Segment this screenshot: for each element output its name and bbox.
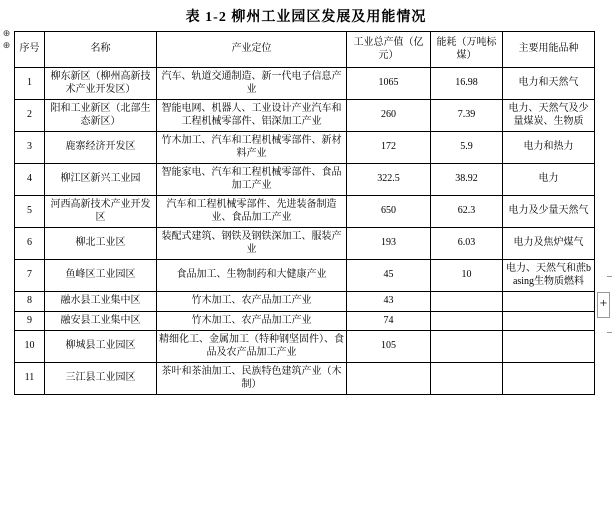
cell-energy-type: 电力和天然气 xyxy=(503,68,595,100)
header-cell-name: 名称 xyxy=(45,32,157,68)
cell-energy-type xyxy=(503,331,595,363)
table-row xyxy=(15,132,595,164)
cell-no: 9 xyxy=(15,311,45,331)
cell-energy-type: 电力、天然气及少量煤炭、生物质 xyxy=(503,100,595,132)
cell-energy: 7.39 xyxy=(431,100,503,132)
table-row xyxy=(15,292,595,312)
cell-output-value: 45 xyxy=(347,260,431,292)
cell-output-value: 1065 xyxy=(347,68,431,100)
cell-no: 3 xyxy=(15,132,45,164)
cell-position: 精细化工、金属加工（特种钢坚固件）、食品及农产品加工产业 xyxy=(157,331,347,363)
cell-name: 柳东新区（柳州高新技术产业开发区） xyxy=(45,68,157,100)
industrial-park-table xyxy=(14,31,595,395)
cell-energy-type: 电力及焦炉煤气 xyxy=(503,228,595,260)
cell-energy: 10 xyxy=(431,260,503,292)
cell-no: 11 xyxy=(15,363,45,395)
cell-output-value: 74 xyxy=(347,311,431,331)
cell-output-value: 260 xyxy=(347,100,431,132)
cell-name: 柳江区新兴工业园 xyxy=(45,164,157,196)
page-title: 表 1-2 柳州工业园区发展及用能情况 xyxy=(185,10,427,25)
page-right-marker: + xyxy=(597,292,610,318)
cell-energy-type: 电力及少量天然气 xyxy=(503,196,595,228)
cell-name: 柳城县工业园区 xyxy=(45,331,157,363)
cell-energy-type: 电力、天然气和蔗basing生物质燃料 xyxy=(503,260,595,292)
cell-output-value: 43 xyxy=(347,292,431,312)
cell-name: 阳和工业新区（北部生态新区） xyxy=(45,100,157,132)
cell-energy-type: 电力 xyxy=(503,164,595,196)
header-cell-energy-type: 主要用能品种 xyxy=(503,32,595,68)
cell-name: 鹿寨经济开发区 xyxy=(45,132,157,164)
cell-energy: 62.3 xyxy=(431,196,503,228)
cell-name: 融水县工业集中区 xyxy=(45,292,157,312)
cell-output-value: 193 xyxy=(347,228,431,260)
table-row xyxy=(15,68,595,100)
cell-energy: 5.9 xyxy=(431,132,503,164)
cell-output-value xyxy=(347,363,431,395)
cell-position: 装配式建筑、钢铁及钢铁深加工、服装产业 xyxy=(157,228,347,260)
cell-position: 智能电网、机器人、工业设计产业汽车和工程机械零部件、铝深加工产业 xyxy=(157,100,347,132)
crop-mark-top-icon: ⊕ xyxy=(2,29,11,39)
cell-position: 汽车、轨道交通制造、新一代电子信息产业 xyxy=(157,68,347,100)
cell-position: 智能家电、汽车和工程机械零部件、食品加工产业 xyxy=(157,164,347,196)
header-cell-no: 序号 xyxy=(15,32,45,68)
cell-energy: 16.98 xyxy=(431,68,503,100)
cell-no: 6 xyxy=(15,228,45,260)
cell-position: 汽车和工程机械零部件、先进装备制造业、食品加工产业 xyxy=(157,196,347,228)
cell-output-value: 105 xyxy=(347,331,431,363)
header-cell-position: 产业定位 xyxy=(157,32,347,68)
header-cell-output-value: 工业总产值（亿元） xyxy=(347,32,431,68)
cell-energy xyxy=(431,311,503,331)
table-row xyxy=(15,164,595,196)
cell-energy-type: 电力和热力 xyxy=(503,132,595,164)
cell-no: 2 xyxy=(15,100,45,132)
cell-name: 河西高新技术产业开发区 xyxy=(45,196,157,228)
cell-energy xyxy=(431,363,503,395)
table-row xyxy=(15,331,595,363)
cell-position: 竹木加工、农产品加工产业 xyxy=(157,292,347,312)
table-row xyxy=(15,228,595,260)
cell-name: 融安县工业集中区 xyxy=(45,311,157,331)
cell-no: 8 xyxy=(15,292,45,312)
edge-tick-upper xyxy=(607,276,612,277)
table-header-row xyxy=(15,32,595,68)
cell-position: 食品加工、生物制药和大健康产业 xyxy=(157,260,347,292)
cell-energy: 38.92 xyxy=(431,164,503,196)
cell-output-value: 172 xyxy=(347,132,431,164)
cell-energy-type xyxy=(503,311,595,331)
cell-energy-type xyxy=(503,292,595,312)
table-row xyxy=(15,311,595,331)
cell-output-value: 650 xyxy=(347,196,431,228)
cell-no: 10 xyxy=(15,331,45,363)
cell-energy: 6.03 xyxy=(431,228,503,260)
table-row xyxy=(15,196,595,228)
edge-tick-lower xyxy=(607,332,612,333)
cell-energy-type xyxy=(503,363,595,395)
cell-no: 1 xyxy=(15,68,45,100)
cell-name: 柳北工业区 xyxy=(45,228,157,260)
cell-name: 鱼峰区工业园区 xyxy=(45,260,157,292)
cell-position: 竹木加工、农产品加工产业 xyxy=(157,311,347,331)
cell-energy xyxy=(431,331,503,363)
cell-position: 竹木加工、汽车和工程机械零部件、新材料产业 xyxy=(157,132,347,164)
cell-position: 茶叶和茶油加工、民族特色建筑产业（木制） xyxy=(157,363,347,395)
table-row xyxy=(15,363,595,395)
cell-no: 4 xyxy=(15,164,45,196)
table-row xyxy=(15,260,595,292)
table-row xyxy=(15,100,595,132)
table-body xyxy=(15,68,595,395)
header-cell-energy: 能耗（万吨标煤） xyxy=(431,32,503,68)
cell-energy xyxy=(431,292,503,312)
cell-name: 三江县工业园区 xyxy=(45,363,157,395)
cell-no: 5 xyxy=(15,196,45,228)
table-container xyxy=(0,31,612,395)
cell-output-value: 322.5 xyxy=(347,164,431,196)
cell-no: 7 xyxy=(15,260,45,292)
crop-mark-bottom-icon: ⊕ xyxy=(2,41,11,51)
